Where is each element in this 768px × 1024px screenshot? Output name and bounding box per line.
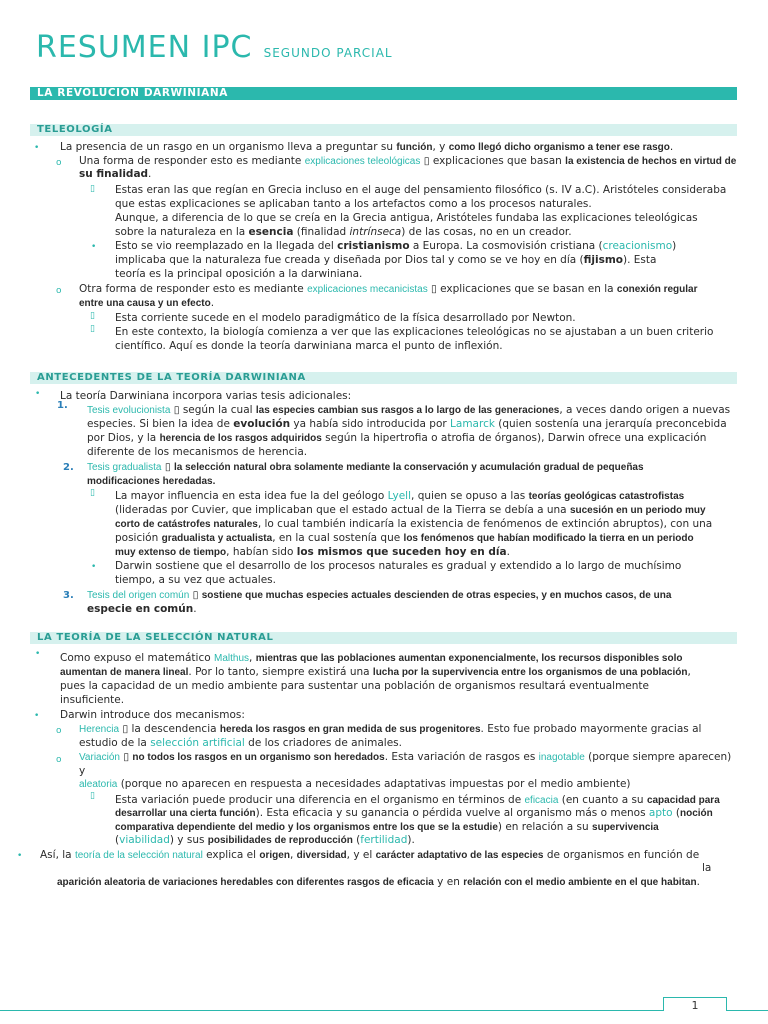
- circle-bullet-icon: o: [56, 755, 62, 765]
- section-title: ANTECEDENTES DE LA TEORÍA DARWINIANA: [37, 372, 306, 383]
- bullet-icon: •: [91, 242, 97, 252]
- paragraph-line: científico. Aquí es donde la teoría darwiniana marca el punto de inflexión.: [115, 340, 503, 352]
- paragraph-line: pues la capacidad de un medio ambiente para sustentar una población de organismos resultará eventualmente: [60, 680, 649, 692]
- paragraph-line: la: [702, 862, 712, 874]
- section-heading-seleccion-natural: [30, 632, 737, 644]
- paragraph-line: entre una causa y un efecto.: [79, 297, 215, 309]
- paragraph-line: su finalidad.: [79, 168, 152, 180]
- paragraph-line: estudio de la selección artificial de los criadores de animales.: [79, 737, 402, 749]
- list-number: 3.: [63, 590, 74, 601]
- paragraph-line: sobre la naturaleza en la esencia (finalidad intrínseca) de las cosas, no en un creador.: [115, 226, 572, 238]
- circle-bullet-icon: o: [56, 726, 62, 736]
- bullet-icon: •: [91, 562, 97, 572]
- paragraph-line: Una forma de responder esto es mediante explicaciones teleológicas ▯ explicaciones que basan la existencia de hechos en virtud de: [79, 155, 737, 167]
- paragraph-line: Darwin sostiene que el desarrollo de los procesos naturales es gradual y extendido a lo largo de muchísimo: [115, 560, 682, 572]
- paragraph-line: diferente de los mecanismos de herencia.: [87, 446, 308, 458]
- paragraph-line: Darwin introduce dos mecanismos:: [60, 709, 245, 721]
- paragraph-line: aparición aleatoria de variaciones heredables con diferentes rasgos de eficacia y en relación con el medio ambiente en el que habitan.: [57, 876, 700, 888]
- paragraph-line: aleatoria (porque no aparecen en respuesta a necesidades adaptativas impuestas por el medio ambiente): [79, 778, 631, 790]
- bullet-icon: •: [34, 143, 40, 153]
- page-number: 1: [663, 997, 727, 1011]
- paragraph-line: que estas explicaciones se aplicaban tanto a los artefactos como a los procesos naturales.: [115, 198, 592, 210]
- paragraph-line: Herencia ▯ la descendencia hereda los rasgos en gran medida de sus progenitores. Esto fue probado mayormente gracias al: [79, 723, 702, 735]
- footer-divider: [0, 1010, 768, 1011]
- list-number: 2.: [63, 462, 74, 473]
- chapter-title: LA REVOLUCION DARWINIANA: [37, 87, 228, 99]
- paragraph-line: especie en común.: [87, 603, 197, 615]
- paragraph-line: Como expuso el matemático Malthus, mientras que las poblaciones aumentan exponencialmente, los recursos disponibles solo: [60, 652, 683, 664]
- paragraph-line: La teoría Darwiniana incorpora varias tesis adicionales:: [60, 390, 352, 402]
- square-bullet-icon: ▯: [90, 488, 95, 498]
- section-heading-antecedentes: [30, 372, 737, 384]
- bullet-icon: •: [35, 649, 41, 659]
- paragraph-line: La mayor influencia en esta idea fue la del geólogo Lyell, quien se opuso a las teorías geológicas catastrofistas: [115, 490, 685, 502]
- circle-bullet-icon: o: [56, 158, 62, 168]
- chapter-band: [30, 87, 737, 100]
- paragraph-line: Estas eran las que regían en Grecia incluso en el auge del pensamiento filosófico (s. IV a.C). Aristóteles consideraba: [115, 184, 727, 196]
- paragraph-line: y: [79, 765, 86, 777]
- paragraph-line: Variación ▯ no todos los rasgos en un organismo son heredados. Esta variación de rasgos es inagotable (porque siempre aparecen): [79, 751, 732, 763]
- paragraph-line: Así, la teoría de la selección natural explica el origen, diversidad, y el carácter adaptativo de las especies de organismos en función de: [40, 849, 700, 861]
- paragraph-line: Tesis evolucionista ▯ según la cual las especies cambian sus rasgos a lo largo de las generaciones, a veces dando origen a nuevas: [87, 404, 731, 416]
- paragraph-line: Tesis del origen común ▯ sostiene que muchas especies actuales descienden de otras especies, y en muchos casos, de una: [87, 589, 672, 601]
- paragraph-line: (lideradas por Cuvier, que implicaban que el estado actual de la Tierra se debía a una sucesión en un periodo muy: [115, 504, 706, 516]
- paragraph-line: desarrollar una cierta función). Esta eficacia y su ganancia o pérdida vuelve al organismo más o menos apto (noción: [115, 807, 713, 819]
- square-bullet-icon: ▯: [90, 184, 95, 194]
- paragraph-line: corto de catástrofes naturales, lo cual también indicaría la existencia de fenómenos de extinción abruptos), con una: [115, 518, 713, 530]
- paragraph-line: (viabilidad) y sus posibilidades de reproducción (fertilidad).: [115, 834, 415, 846]
- paragraph-line: especies. Si bien la idea de evolución ya había sido introducida por Lamarck (quien sostenía una jerarquía preconcebida: [87, 418, 727, 430]
- section-title: TELEOLOGÍA: [37, 124, 113, 135]
- paragraph-line: implicaba que la naturaleza fue creada y diseñada por Dios tal y como se ve hoy en día (fijismo). Esta: [115, 254, 657, 266]
- list-number: 1.: [57, 400, 68, 411]
- paragraph-line: Esto se vio reemplazado en la llegada del cristianismo a Europa. La cosmovisión cristiana (creacionismo): [115, 240, 677, 252]
- square-bullet-icon: ▯: [90, 324, 95, 334]
- paragraph-line: Otra forma de responder esto es mediante explicaciones mecanicistas ▯ explicaciones que se basan en la conexión regular: [79, 283, 698, 295]
- title-main: RESUMEN IPC: [36, 30, 253, 65]
- square-bullet-icon: ▯: [90, 791, 95, 801]
- paragraph-line: teoría es la principal oposición a la darwiniana.: [115, 268, 363, 280]
- square-bullet-icon: ▯: [90, 311, 95, 321]
- bullet-icon: •: [17, 851, 23, 861]
- paragraph-line: muy extenso de tiempo, habían sido los mismos que suceden hoy en día.: [115, 546, 510, 558]
- section-heading-teleologia: [30, 124, 737, 136]
- paragraph-line: aumentan de manera lineal. Por lo tanto, siempre existirá una lucha por la supervivencia entre los organismos de una población,: [60, 666, 691, 678]
- paragraph-line: tiempo, a su vez que actuales.: [115, 574, 276, 586]
- circle-bullet-icon: o: [56, 286, 62, 296]
- title-subtitle: SEGUNDO PARCIAL: [263, 46, 393, 60]
- paragraph-line: modificaciones heredadas.: [87, 476, 216, 487]
- document-title: [36, 30, 393, 65]
- section-title: LA TEORÍA DE LA SELECCIÓN NATURAL: [37, 632, 274, 643]
- paragraph-line: Aunque, a diferencia de lo que se creía en la Grecia antigua, Aristóteles fundaba las explicaciones teleológicas: [115, 212, 698, 224]
- paragraph-line: Esta variación puede producir una diferencia en el organismo en términos de eficacia (en cuanto a su capacidad para: [115, 794, 720, 806]
- paragraph-line: En este contexto, la biología comienza a ver que las explicaciones teleológicas no se ajustaban a un buen criterio: [115, 326, 714, 338]
- bullet-icon: •: [34, 711, 40, 721]
- paragraph-line: por Dios, y la herencia de los rasgos adquiridos según la hipertrofia o atrofia de órganos), Darwin ofrece una explicación: [87, 432, 707, 444]
- paragraph-line: Tesis gradualista ▯ la selección natural obra solamente mediante la conservación y acumulación gradual de pequeñas: [87, 461, 644, 473]
- bullet-icon: •: [35, 389, 41, 399]
- paragraph-line: posición gradualista y actualista, en la cual sostenía que los fenómenos que habían modificado la tierra en un periodo: [115, 532, 694, 544]
- paragraph-line: Esta corriente sucede en el modelo paradigmático de la física desarrollado por Newton.: [115, 312, 576, 324]
- paragraph-line: insuficiente.: [60, 694, 125, 706]
- paragraph-line: La presencia de un rasgo en un organismo lleva a preguntar su función, y como llegó dicho organismo a tener ese rasgo.: [60, 141, 674, 153]
- paragraph-line: comparativa dependiente del medio y los organismos entre los que se la estudie) en relación a su supervivencia: [115, 821, 659, 833]
